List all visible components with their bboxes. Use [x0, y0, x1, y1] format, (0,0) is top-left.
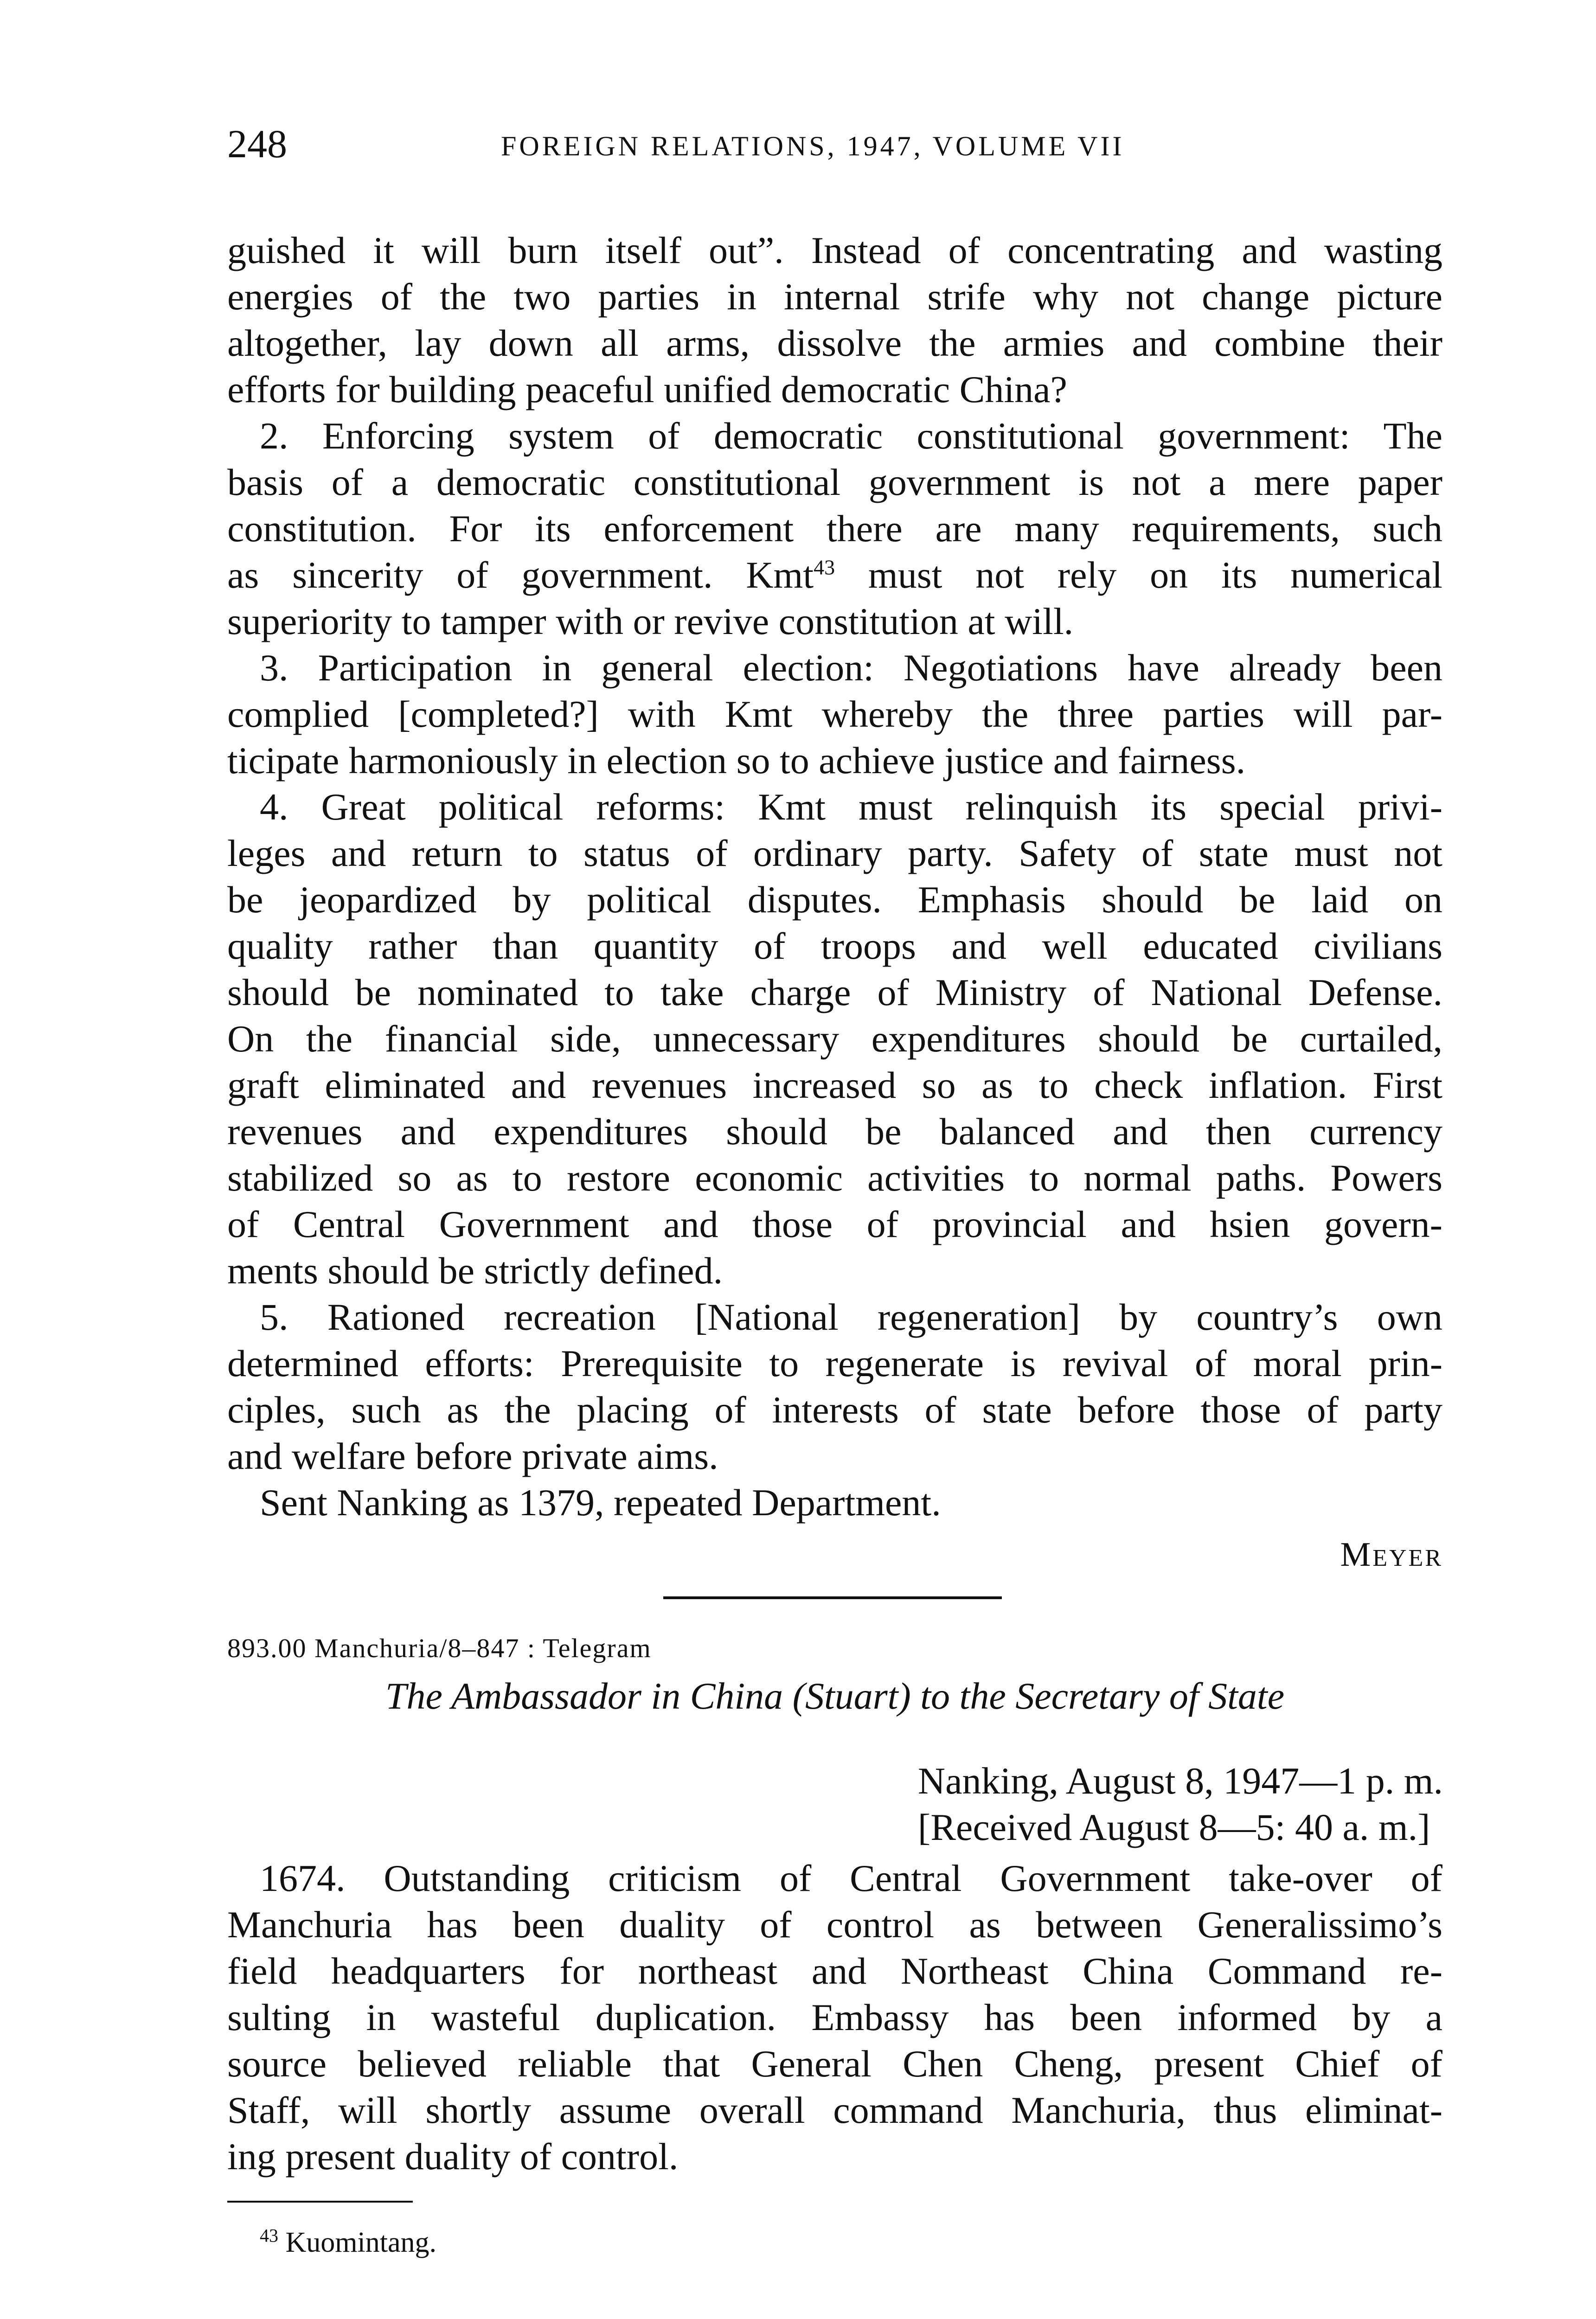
- section-divider: [663, 1596, 1002, 1599]
- footnote-ref: 43: [814, 555, 835, 579]
- document-title: The Ambassador in China (Stuart) to the Secretary of State: [385, 1675, 1285, 1717]
- running-head: FOREIGN RELATIONS, 1947, VOLUME VII: [501, 131, 1125, 161]
- body-line: Manchuria has been duality of control as between Generalissimo’s: [227, 1903, 1442, 1946]
- body-line: and welfare before private aims.: [227, 1435, 718, 1477]
- body-line: determined efforts: Prerequisite to regenerate is revival of moral prin-: [227, 1342, 1442, 1384]
- body-text-bottom: [227, 1855, 1442, 2180]
- body-line: 5. Rationed recreation [National regeneration] by country’s own: [260, 1296, 1442, 1338]
- body-line: of Central Government and those of provincial and hsien govern-: [227, 1203, 1442, 1245]
- body-line: efforts for building peaceful unified democratic China?: [227, 368, 1067, 410]
- body-line: 4. Great political reforms: Kmt must relinquish its special privi-: [260, 786, 1442, 828]
- signature: Meyer: [1340, 1536, 1443, 1574]
- kmt-text: as sincerity of government. Kmt: [227, 554, 814, 596]
- body-line: On the financial side, unnecessary expenditures should be curtailed,: [227, 1018, 1442, 1060]
- body-line: guished it will burn itself out”. Instead of concentrating and wasting: [227, 229, 1442, 271]
- dateline-received: [Received August 8—5: 40 a. m.]: [917, 1806, 1430, 1848]
- body-line: graft eliminated and revenues increased so as to check inflation. First: [227, 1064, 1442, 1106]
- dateline-place-date: Nanking, August 8, 1947—1 p. m.: [917, 1760, 1443, 1802]
- body-line: quality rather than quantity of troops and well educated civilians: [227, 925, 1442, 967]
- body-text-top: [227, 227, 1442, 1526]
- body-line: stabilized so as to restore economic activities to normal paths. Powers: [227, 1157, 1442, 1199]
- footnote-rule: [227, 2201, 413, 2203]
- file-reference: 893.00 Manchuria/8–847 : Telegram: [227, 1633, 652, 1663]
- body-line: field headquarters for northeast and Northeast China Command re-: [227, 1950, 1442, 1992]
- body-line: ing present duality of control.: [227, 2135, 679, 2178]
- body-line: 3. Participation in general election: Negotiations have already been: [260, 647, 1442, 689]
- body-line: 1674. Outstanding criticism of Central Government take-over of: [260, 1857, 1442, 1899]
- page-number: 248: [227, 122, 287, 166]
- body-line: ments should be strictly defined.: [227, 1249, 723, 1292]
- body-line-kmt: [227, 552, 1442, 598]
- body-line: energies of the two parties in internal strife why not change picture: [227, 275, 1442, 318]
- kmt-text-rest: must not rely on its numerical: [835, 554, 1442, 596]
- body-line: altogether, lay down all arms, dissolve the armies and combine their: [227, 322, 1442, 364]
- footnote-mark: 43: [260, 2225, 278, 2246]
- body-line: basis of a democratic constitutional government is not a mere paper: [227, 461, 1442, 503]
- body-line: complied [completed?] with Kmt whereby the three parties will par-: [227, 693, 1442, 735]
- body-line: source believed reliable that General Chen Cheng, present Chief of: [227, 2043, 1442, 2085]
- body-line: be jeopardized by political disputes. Emphasis should be laid on: [227, 878, 1442, 921]
- body-line: sulting in wasteful duplication. Embassy has been informed by a: [227, 1996, 1442, 2038]
- footnote-text: Kuomintang.: [285, 2227, 436, 2258]
- body-line: ciples, such as the placing of interests of state before those of party: [227, 1389, 1442, 1431]
- body-line: Staff, will shortly assume overall command Manchuria, thus eliminat-: [227, 2089, 1442, 2131]
- dateline: [918, 1758, 1443, 1851]
- body-line: Sent Nanking as 1379, repeated Department.: [260, 1481, 941, 1524]
- body-line: leges and return to status of ordinary party. Safety of state must not: [227, 832, 1442, 874]
- body-line: superiority to tamper with or revive constitution at will.: [227, 600, 1074, 642]
- page-header: [227, 116, 1442, 172]
- body-line: ticipate harmoniously in election so to achieve justice and fairness.: [227, 739, 1246, 782]
- footnote: [260, 2226, 436, 2259]
- body-line: revenues and expenditures should be balanced and then currency: [227, 1110, 1442, 1153]
- body-line: constitution. For its enforcement there are many requirements, such: [227, 507, 1442, 550]
- body-line: should be nominated to take charge of Ministry of National Defense.: [227, 971, 1442, 1013]
- body-line: 2. Enforcing system of democratic constitutional government: The: [260, 415, 1442, 457]
